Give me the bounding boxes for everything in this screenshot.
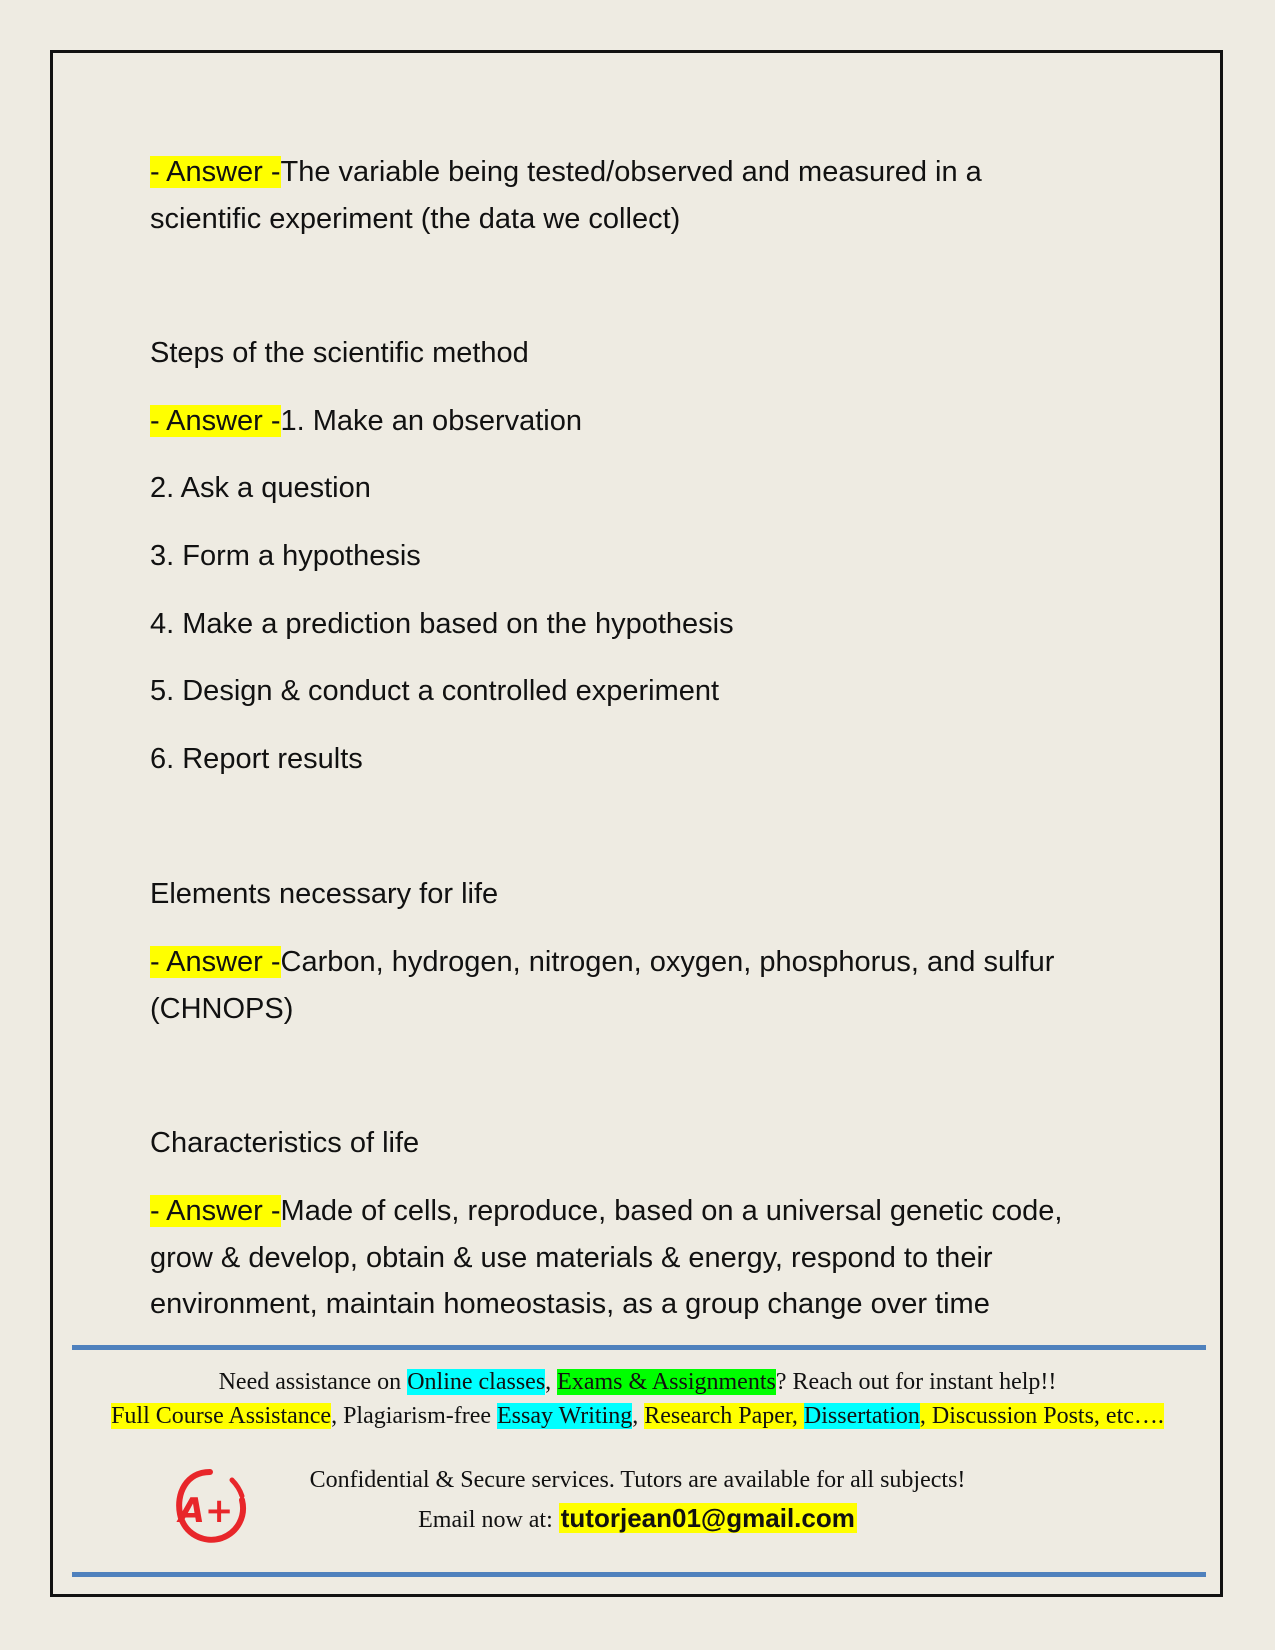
highlight-essay-writing: Essay Writing [497,1403,633,1429]
highlight-full-course: Full Course Assistance [111,1403,332,1429]
footer-text: Need assistance on [218,1369,408,1395]
answer-text-continued: grow & develop, obtain & use materials & energy, respond to their [150,1242,993,1274]
footer-text: ? Reach out for instant help!! [775,1369,1057,1395]
logo-text: A+ [178,1491,234,1531]
answer-text: The variable being tested/observed and measured in a [280,156,982,188]
footer-top-rule [72,1345,1206,1350]
footer-promo-line-2 [0,1403,1275,1430]
email-label: Email now at: [418,1507,559,1533]
step-item: 2. Ask a question [150,472,371,504]
step-item: 1. Make an observation [280,405,582,437]
highlight-research-paper: Research Paper, [644,1403,804,1429]
answer-tag: - Answer - [150,405,281,437]
answer-tag: - Answer - [150,946,281,978]
highlight-discussion-posts: , Discussion Posts, etc…. [919,1403,1164,1429]
answer-text-continued: environment, maintain homeostasis, as a group change over time [150,1288,990,1320]
footer-promo-line-1 [0,1369,1275,1396]
question-heading: Elements necessary for life [150,878,499,910]
answer-tag: - Answer - [150,156,281,188]
answer-line [150,1188,1062,1234]
step-item: 6. Report results [150,743,363,775]
highlight-online-classes: Online classes [407,1369,546,1395]
footer-confidential-line: Confidential & Secure services. Tutors are available for all subjects! [309,1467,966,1493]
answer-tag: - Answer - [150,1195,281,1227]
page-border [50,50,1223,1597]
footer-text: , Plagiarism-free [331,1403,498,1429]
question-heading: Steps of the scientific method [150,337,529,369]
footer-text: , [632,1403,645,1429]
highlight-dissertation: Dissertation [803,1403,920,1429]
highlight-exams-assignments: Exams & Assignments [557,1369,776,1395]
answer-line [150,149,982,195]
question-heading: Characteristics of life [150,1127,420,1159]
step-item: 3. Form a hypothesis [150,540,421,572]
answer-line [150,939,1054,985]
footer-email-line [0,1503,1275,1534]
footer-text: , [545,1369,558,1395]
answer-text: Made of cells, reproduce, based on a universal genetic code, [280,1195,1063,1227]
step-item: 4. Make a prediction based on the hypothesis [150,608,734,640]
step-item: 5. Design & conduct a controlled experiment [150,675,720,707]
answer-text: Carbon, hydrogen, nitrogen, oxygen, phosphorus, and sulfur [280,946,1055,978]
answer-text-continued: (CHNOPS) [150,993,294,1025]
email-address-link[interactable]: tutorjean01@gmail.com [560,1503,855,1533]
answer-line [150,398,582,444]
footer-bottom-rule [72,1572,1206,1577]
answer-text-continued: scientific experiment (the data we collect) [150,203,681,235]
